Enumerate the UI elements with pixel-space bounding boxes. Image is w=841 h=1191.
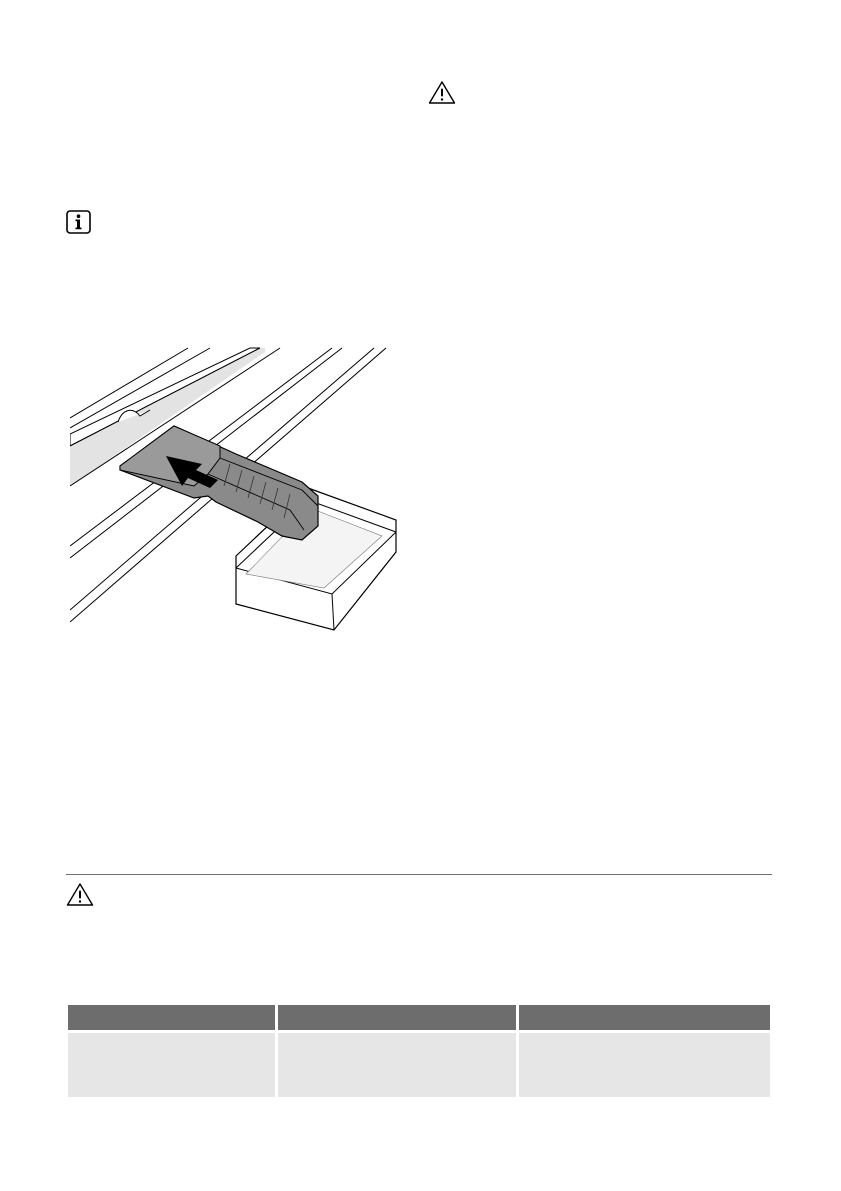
warning-triangle-icon: [66, 882, 94, 907]
table-header-cell: [68, 1005, 275, 1033]
table-cell: [278, 1033, 516, 1097]
table-cell: [519, 1033, 770, 1097]
tray-insertion-illustration: [70, 346, 402, 636]
table-cell: [68, 1033, 275, 1097]
warning-triangle-icon: [428, 80, 456, 105]
section-divider: [66, 874, 772, 875]
table-row: [68, 1033, 770, 1097]
info-icon: [66, 210, 91, 234]
troubleshooting-table: [68, 1005, 770, 1097]
table-header-cell: [519, 1005, 770, 1033]
table-header-cell: [278, 1005, 516, 1033]
table-header-row: [68, 1005, 770, 1033]
